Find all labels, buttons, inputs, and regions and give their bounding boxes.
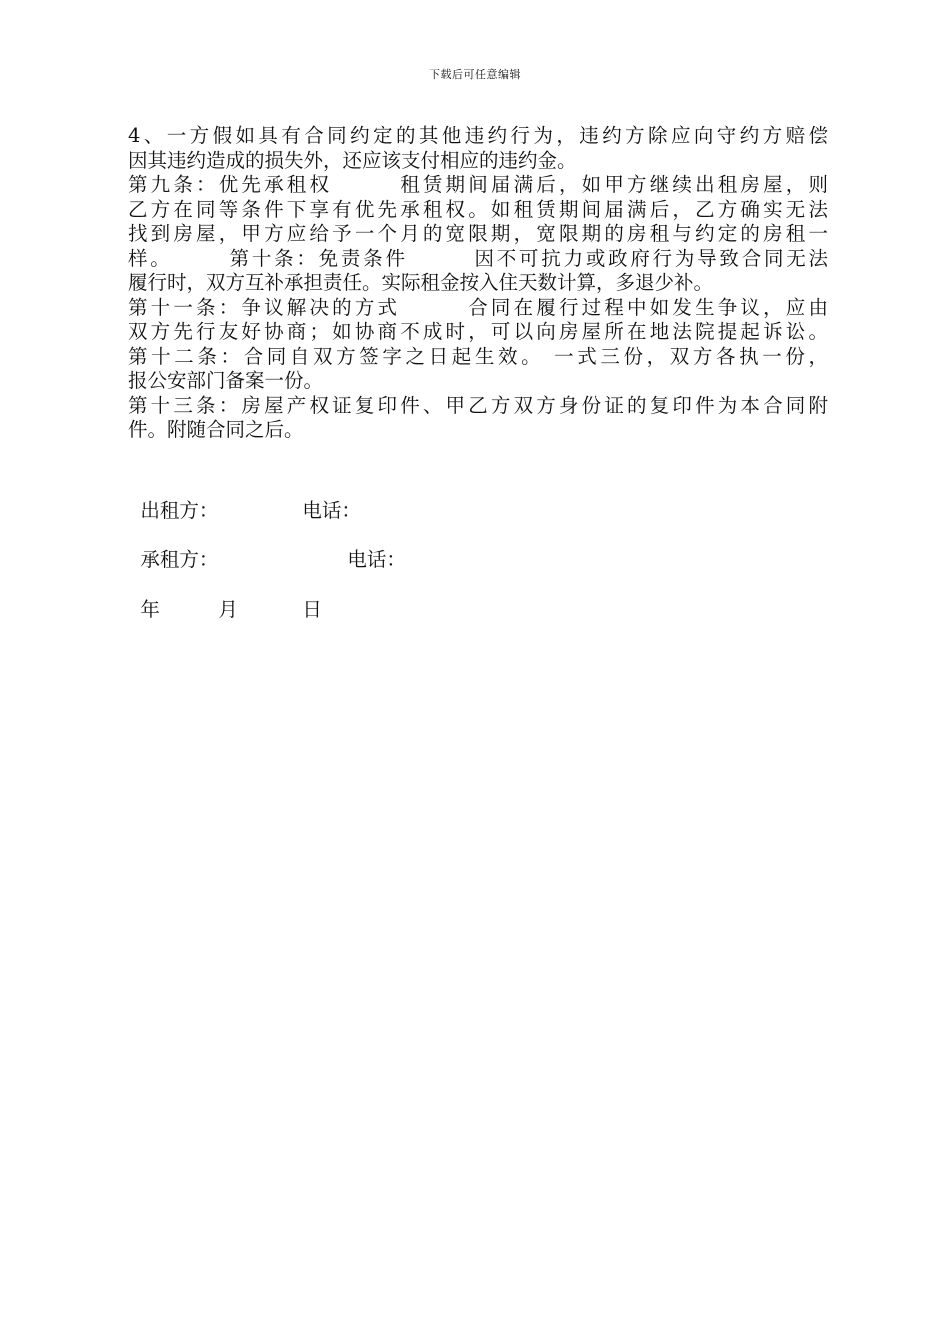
lessor-phone-label: 电话： [302,498,361,522]
contract-line: 样。 第十条：免责条件 因不可抗力或政府行为导致合同无法 [128,246,828,270]
date-row [128,573,322,622]
contract-line: 第十一条：争议解决的方式 合同在履行过程中如发生争议，应由 [128,295,828,319]
contract-line: 4、一方假如具有合同约定的其他违约行为，违约方除应向守约方赔偿 [128,124,828,147]
year-label: 年 [140,597,160,621]
lessor-label: 出租方： [140,498,219,522]
lessee-signature-row [128,523,406,572]
lessee-label: 承租方： [140,547,219,571]
contract-line: 履行时，双方互补承担责任。实际租金按入住天数计算，多退少补。 [128,271,714,294]
day-label: 日 [302,597,322,621]
contract-line: 找到房屋，甲方应给予一个月的宽限期，宽限期的房租与约定的房租一 [128,222,828,245]
contract-line: 第九条：优先承租权 租赁期间届满后，如甲方继续出租房屋，则 [128,173,828,196]
lessee-phone-label: 电话： [347,547,406,571]
lessor-signature-row [128,474,361,523]
contract-line: 第十二条：合同自双方签字之日起生效。 一式三份，双方各执一份， [128,344,828,368]
month-label: 月 [218,597,238,621]
contract-line: 第十三条：房屋产权证复印件、甲乙方双方身份证的复印件为本合同附 [128,393,828,417]
contract-body [128,124,828,443]
contract-line: 报公安部门备案一份。 [128,369,324,392]
page-header-note: 下载后可任意编辑 [429,68,521,81]
contract-line: 件。附随合同之后。 [128,418,304,441]
contract-line: 乙方在同等条件下享有优先承租权。如租赁期间届满后，乙方确实无法 [128,197,828,221]
contract-line: 因其违约造成的损失外，还应该支付相应的违约金。 [128,148,577,172]
contract-line: 双方先行友好协商；如协商不成时，可以向房屋所在地法院提起诉讼。 [128,320,828,343]
